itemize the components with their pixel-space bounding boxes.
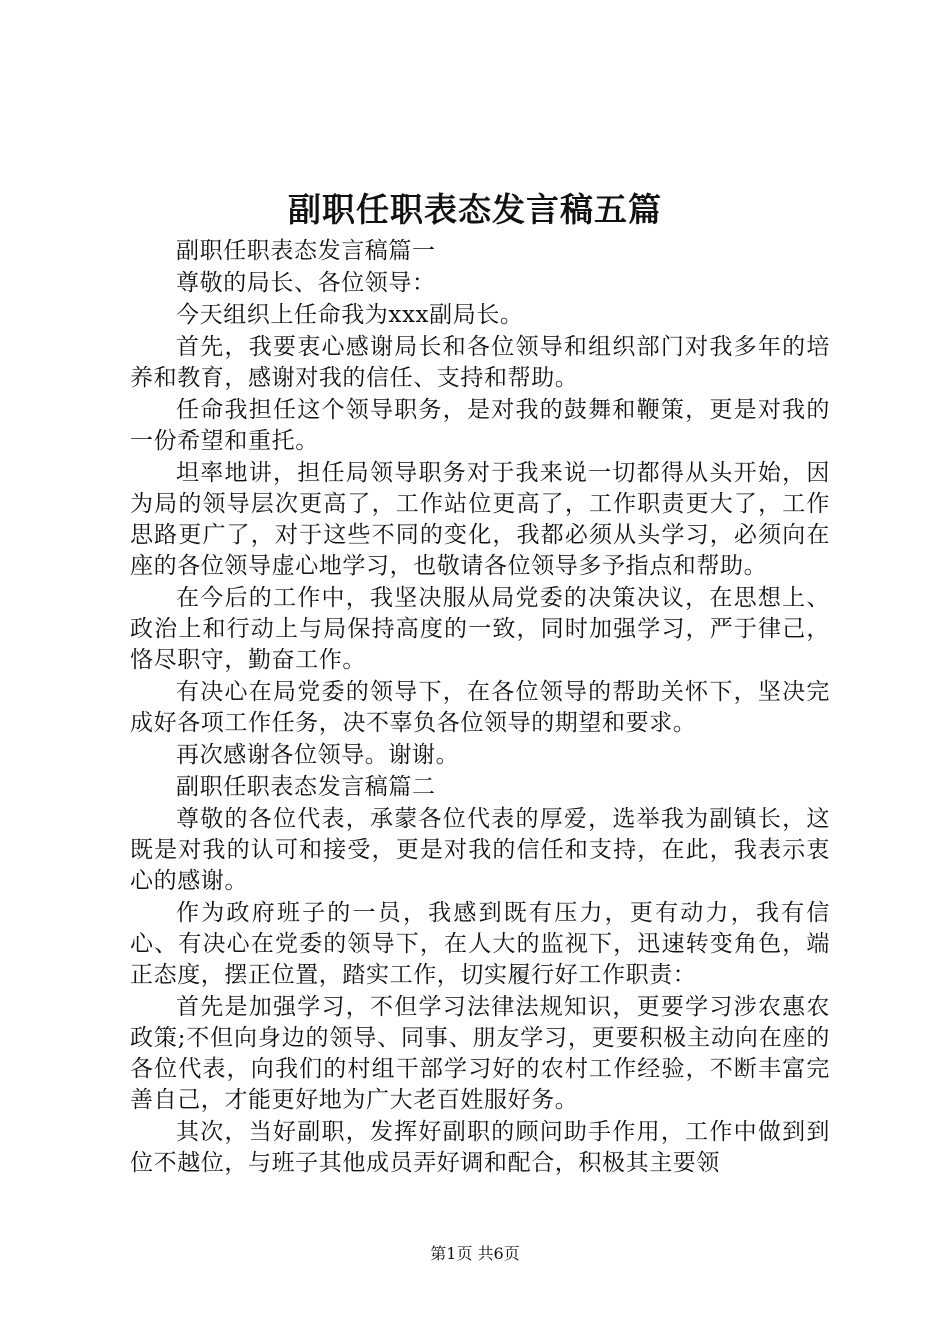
page-number-footer: 第1页 共6页: [430, 1244, 520, 1263]
paragraph: 坦率地讲，担任局领导职务对于我来说一切都得从头开始，因为局的领导层次更高了，工作站位更高了，工作职责更大了，工作思路更广了，对于这些不同的变化，我都必须从头学习，必须向在座的各位领导虚心地学习，也敬请各位领导多予指点和帮助。: [130, 460, 830, 579]
document-body: [130, 236, 830, 1180]
paragraph: 今天组织上任命我为xxx副局长。: [176, 302, 524, 328]
paragraph: 再次感谢各位领导。谢谢。: [176, 742, 460, 768]
paragraph: 首先是加强学习，不但学习法律法规知识，更要学习涉农惠农政策;不但向身边的领导、同事、朋友学习，更要积极主动向在座的各位代表，向我们的村组干部学习好的农村工作经验，不断丰富完善自己，才能更好地为广大老百姓服好务。: [130, 994, 830, 1113]
document-title: 副职任职表态发言稿五篇: [288, 190, 662, 229]
paragraph: 其次，当好副职，发挥好副职的顾问助手作用，工作中做到到位不越位，与班子其他成员弄好调和配合，积极其主要领: [130, 1119, 830, 1176]
paragraph: 作为政府班子的一员，我感到既有压力，更有动力，我有信心、有决心在党委的领导下，在人大的监视下，迅速转变角色，端正态度，摆正位置，踏实工作，切实履行好工作职责：: [130, 900, 830, 988]
paragraph: 副职任职表态发言稿篇二: [176, 774, 436, 800]
paragraph: 在今后的工作中，我坚决服从局党委的决策决议，在思想上、政治上和行动上与局保持高度的一致，同时加强学习，严于律己，恪尽职守，勤奋工作。: [130, 585, 830, 673]
paragraph: 副职任职表态发言稿篇一: [176, 238, 436, 264]
paragraph: 任命我担任这个领导职务，是对我的鼓舞和鞭策，更是对我的一份希望和重托。: [130, 397, 830, 454]
paragraph: 首先，我要衷心感谢局长和各位领导和组织部门对我多年的培养和教育，感谢对我的信任、支持和帮助。: [130, 334, 830, 391]
paragraph: 尊敬的各位代表，承蒙各位代表的厚爱，选举我为副镇长，这既是对我的认可和接受，更是对我的信任和支持，在此，我表示衷心的感谢。: [130, 806, 830, 894]
paragraph: 有决心在局党委的领导下，在各位领导的帮助关怀下，坚决完成好各项工作任务，决不辜负各位领导的期望和要求。: [130, 679, 830, 736]
paragraph: 尊敬的局长、各位领导：: [176, 270, 436, 296]
